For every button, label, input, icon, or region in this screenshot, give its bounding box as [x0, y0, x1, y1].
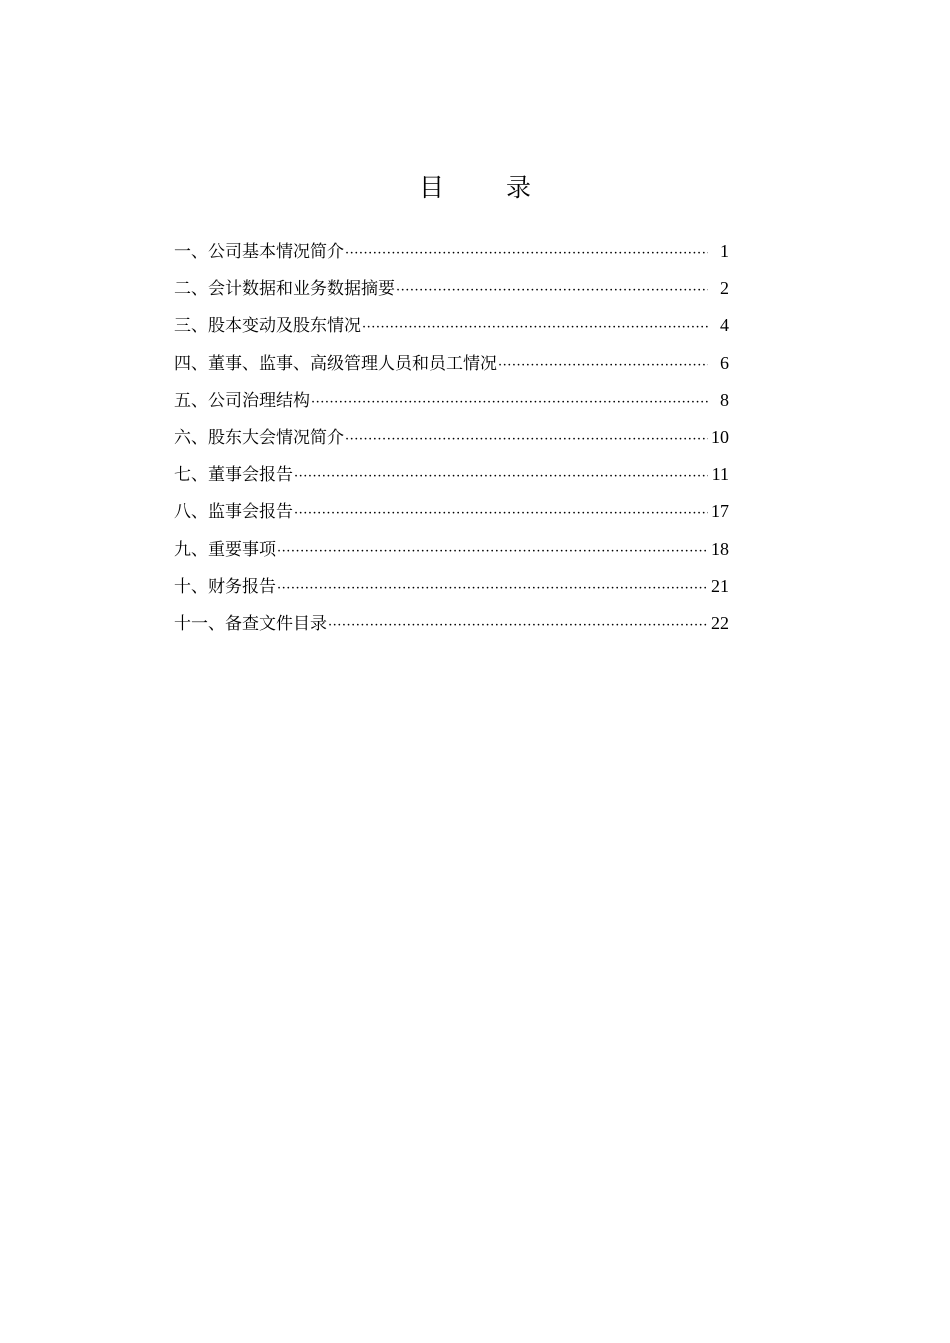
- toc-item[interactable]: [174, 493, 729, 530]
- toc-dot-leader: [396, 272, 708, 309]
- toc-dot-leader: [277, 570, 708, 607]
- toc-item-label: 三、股本变动及股东情况: [174, 316, 361, 337]
- toc-title-right: 录: [506, 173, 532, 202]
- toc-dot-leader: [277, 533, 708, 570]
- toc-title: [0, 170, 950, 206]
- toc-dot-leader: [498, 347, 708, 384]
- toc-item-label: 五、公司治理结构: [174, 390, 310, 411]
- toc-dot-leader: [294, 495, 708, 532]
- toc-item-page: 22: [711, 612, 729, 633]
- toc-item[interactable]: [174, 456, 729, 493]
- toc-item-label: 六、股东大会情况简介: [174, 427, 344, 448]
- toc-item[interactable]: [174, 605, 729, 642]
- toc-item-page: 6: [720, 352, 729, 373]
- toc-item-page: 18: [711, 538, 729, 559]
- toc-item-label: 八、监事会报告: [174, 502, 293, 523]
- toc-dot-leader: [328, 607, 708, 644]
- toc-item[interactable]: [174, 345, 729, 382]
- toc-dot-leader: [294, 458, 708, 495]
- toc-dot-leader: [345, 235, 708, 272]
- toc-item[interactable]: [174, 568, 729, 605]
- toc-item-page: 4: [720, 315, 729, 336]
- toc-item-page: 8: [720, 389, 729, 410]
- toc-item-page: 2: [720, 278, 729, 299]
- toc-item-page: 11: [711, 464, 729, 485]
- toc-list: [174, 233, 729, 642]
- toc-title-left: 目: [418, 173, 444, 202]
- toc-item-label: 二、会计数据和业务数据摘要: [174, 279, 395, 300]
- toc-item-page: 17: [711, 501, 729, 522]
- toc-item-label: 十一、备查文件目录: [174, 613, 327, 634]
- toc-item[interactable]: [174, 419, 729, 456]
- toc-dot-leader: [362, 309, 708, 346]
- toc-item-label: 一、公司基本情况简介: [174, 242, 344, 262]
- toc-dot-leader: [311, 384, 708, 421]
- toc-item-page: 1: [720, 241, 729, 261]
- toc-item-label: 十、财务报告: [174, 576, 276, 597]
- toc-dot-leader: [345, 421, 708, 458]
- toc-item-page: 21: [711, 575, 729, 596]
- toc-item[interactable]: [174, 382, 729, 419]
- toc-item[interactable]: [174, 531, 729, 568]
- toc-item-label: 七、董事会报告: [174, 465, 293, 486]
- toc-item[interactable]: [174, 233, 729, 270]
- toc-item[interactable]: [174, 307, 729, 344]
- toc-item[interactable]: [174, 270, 729, 307]
- toc-item-page: 10: [711, 426, 729, 447]
- toc-item-label: 四、董事、监事、高级管理人员和员工情况: [174, 353, 497, 374]
- toc-item-label: 九、重要事项: [174, 539, 276, 560]
